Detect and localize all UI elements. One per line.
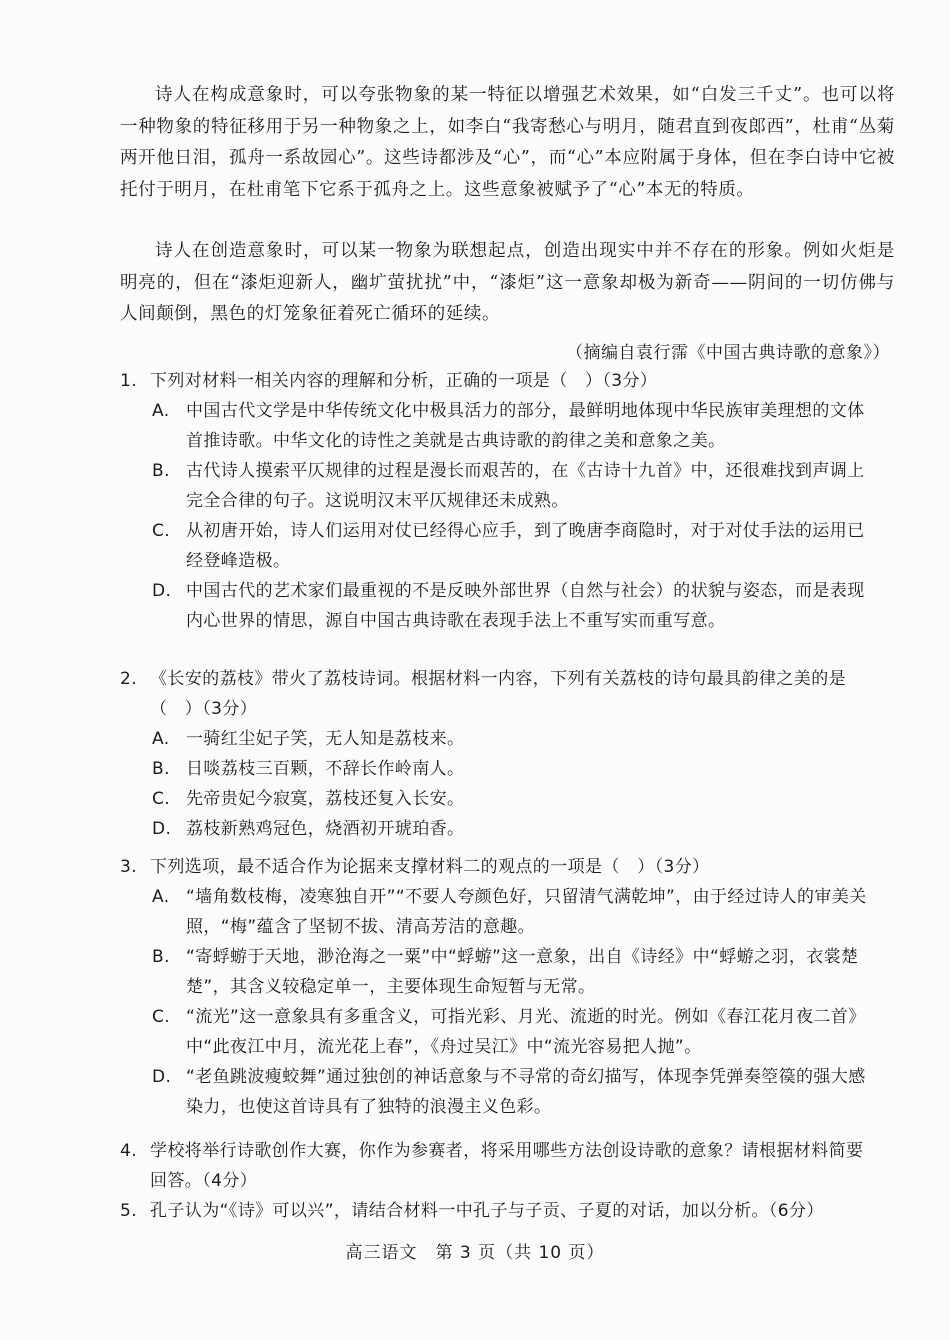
option-text: 日啖荔枝三百颗，不辞长作岭南人。: [186, 759, 465, 779]
option-d: [152, 576, 870, 636]
option-label: D.: [152, 581, 172, 601]
question-2: [120, 664, 870, 844]
option-label: C.: [152, 521, 171, 541]
option-text: 荔枝新熟鸡冠色，烧酒初开琥珀香。: [186, 819, 465, 839]
material-source: （摘编自袁行霈《中国古典诗歌的意象》）: [566, 343, 890, 363]
question-text: 《长安的荔枝》带火了荔枝诗词。根据材料一内容，下列有关荔枝的诗句最具韵律之美的是（ ）（3分）: [150, 669, 846, 719]
option-label: B.: [152, 461, 170, 481]
option-text: 中国古代的艺术家们最重视的不是反映外部世界（自然与社会）的状貌与姿态，而是表现内心世界的情思，源自中国古典诗歌在表现手法上不重写实而重写意。: [186, 581, 865, 631]
option-b: [152, 942, 870, 1002]
option-c: [152, 784, 870, 814]
option-d: [152, 1062, 870, 1122]
option-label: A.: [152, 729, 170, 749]
question-text: 孔子认为“《诗》可以兴”，请结合材料一中孔子与子贡、子夏的对话，加以分析。（6分）: [150, 1201, 824, 1221]
material-paragraph-1: 诗人在构成意象时，可以夸张物象的某一特征以增强艺术效果，如“白发三千丈”。也可以将一种物象的特征移用于另一种物象之上，如李白“我寄愁心与明月，随君直到夜郎西”，杜甫“丛菊两开他日泪，孤舟一系故园心”。这些诗都涉及“心”，而“心”本应附属于身体，但在李白诗中它被托付于明月，在杜甫笔下它系于孤舟之上。这些意象被赋予了“心”本无的特质。: [120, 85, 895, 200]
option-c: [152, 516, 870, 576]
option-label: C.: [152, 1007, 171, 1027]
question-number: 1.: [120, 371, 138, 391]
question-stem: [120, 664, 870, 724]
option-label: B.: [152, 947, 170, 967]
option-label: B.: [152, 759, 170, 779]
option-c: [152, 1002, 870, 1062]
option-text: “墙角数枝梅，凌寒独自开”“不要人夸颜色好，只留清气满乾坤”，由于经过诗人的审美关照，“梅”蕴含了坚韧不拔、清高芳洁的意趣。: [186, 887, 867, 937]
option-a: [152, 882, 870, 942]
question-number: 2.: [120, 669, 138, 689]
question-text: 下列选项，最不适合作为论据来支撑材料二的观点的一项是（ ）（3分）: [150, 857, 710, 877]
option-label: A.: [152, 887, 170, 907]
question-text: 学校将举行诗歌创作大赛，你作为参赛者，将采用哪些方法创设诗歌的意象？请根据材料简要回答。（4分）: [150, 1141, 864, 1191]
option-text: “流光”这一意象具有多重含义，可指光彩、月光、流逝的时光。例如《春江花月夜二首》中“此夜江中月，流光花上春”，《舟过吴江》中“流光容易把人抛”。: [186, 1007, 866, 1057]
question-5: [120, 1196, 870, 1226]
option-b: [152, 456, 870, 516]
option-b: [152, 754, 870, 784]
option-text: 古代诗人摸索平仄规律的过程是漫长而艰苦的，在《古诗十九首》中，还很难找到声调上完全合律的句子。这说明汉末平仄规律还未成熟。: [186, 461, 865, 511]
option-text: 从初唐开始，诗人们运用对仗已经得心应手，到了晚唐李商隐时，对于对仗手法的运用已经登峰造极。: [186, 521, 865, 571]
page-footer: 高三语文 第 3 页（共 10 页）: [345, 1243, 605, 1263]
question-number: 4.: [120, 1141, 138, 1161]
option-a: [152, 396, 870, 456]
option-text: 先帝贵妃今寂寞，荔枝还复入长安。: [186, 789, 465, 809]
option-label: D.: [152, 1067, 172, 1087]
option-text: 中国古代文学是中华传统文化中极具活力的部分，最鲜明地体现中华民族审美理想的文体首推诗歌。中华文化的诗性之美就是古典诗歌的韵律之美和意象之美。: [186, 401, 865, 451]
option-text: 一骑红尘妃子笑，无人知是荔枝来。: [186, 729, 465, 749]
option-text: “寄蜉蝣于天地，渺沧海之一粟”中“蜉蝣”这一意象，出自《诗经》中“蜉蝣之羽，衣裳楚楚”，其含义较稳定单一，主要体现生命短暂与无常。: [186, 947, 859, 997]
option-text: “老鱼跳波瘦蛟舞”通过独创的神话意象与不寻常的奇幻描写，体现李凭弹奏箜篌的强大感染力，也使这首诗具有了独特的浪漫主义色彩。: [186, 1067, 866, 1117]
question-4: [120, 1136, 870, 1196]
option-label: A.: [152, 401, 170, 421]
question-stem: [120, 1196, 870, 1226]
material-paragraph-2: 诗人在创造意象时，可以某一物象为联想起点，创造出现实中并不存在的形象。例如火炬是明亮的，但在“漆炬迎新人，幽圹萤扰扰”中，“漆炬”这一意象却极为新奇——阴间的一切仿佛与人间颠倒，黑色的灯笼象征着死亡循环的延续。: [120, 241, 895, 324]
question-stem: [120, 366, 870, 396]
option-label: D.: [152, 819, 172, 839]
question-number: 3.: [120, 857, 138, 877]
question-stem: [120, 852, 870, 882]
option-a: [152, 724, 870, 754]
question-3: [120, 852, 870, 1122]
option-label: C.: [152, 789, 171, 809]
question-1: [120, 366, 870, 636]
option-d: [152, 814, 870, 844]
question-number: 5.: [120, 1201, 138, 1221]
question-text: 下列对材料一相关内容的理解和分析，正确的一项是（ ）（3分）: [150, 371, 658, 391]
question-stem: [120, 1136, 870, 1196]
